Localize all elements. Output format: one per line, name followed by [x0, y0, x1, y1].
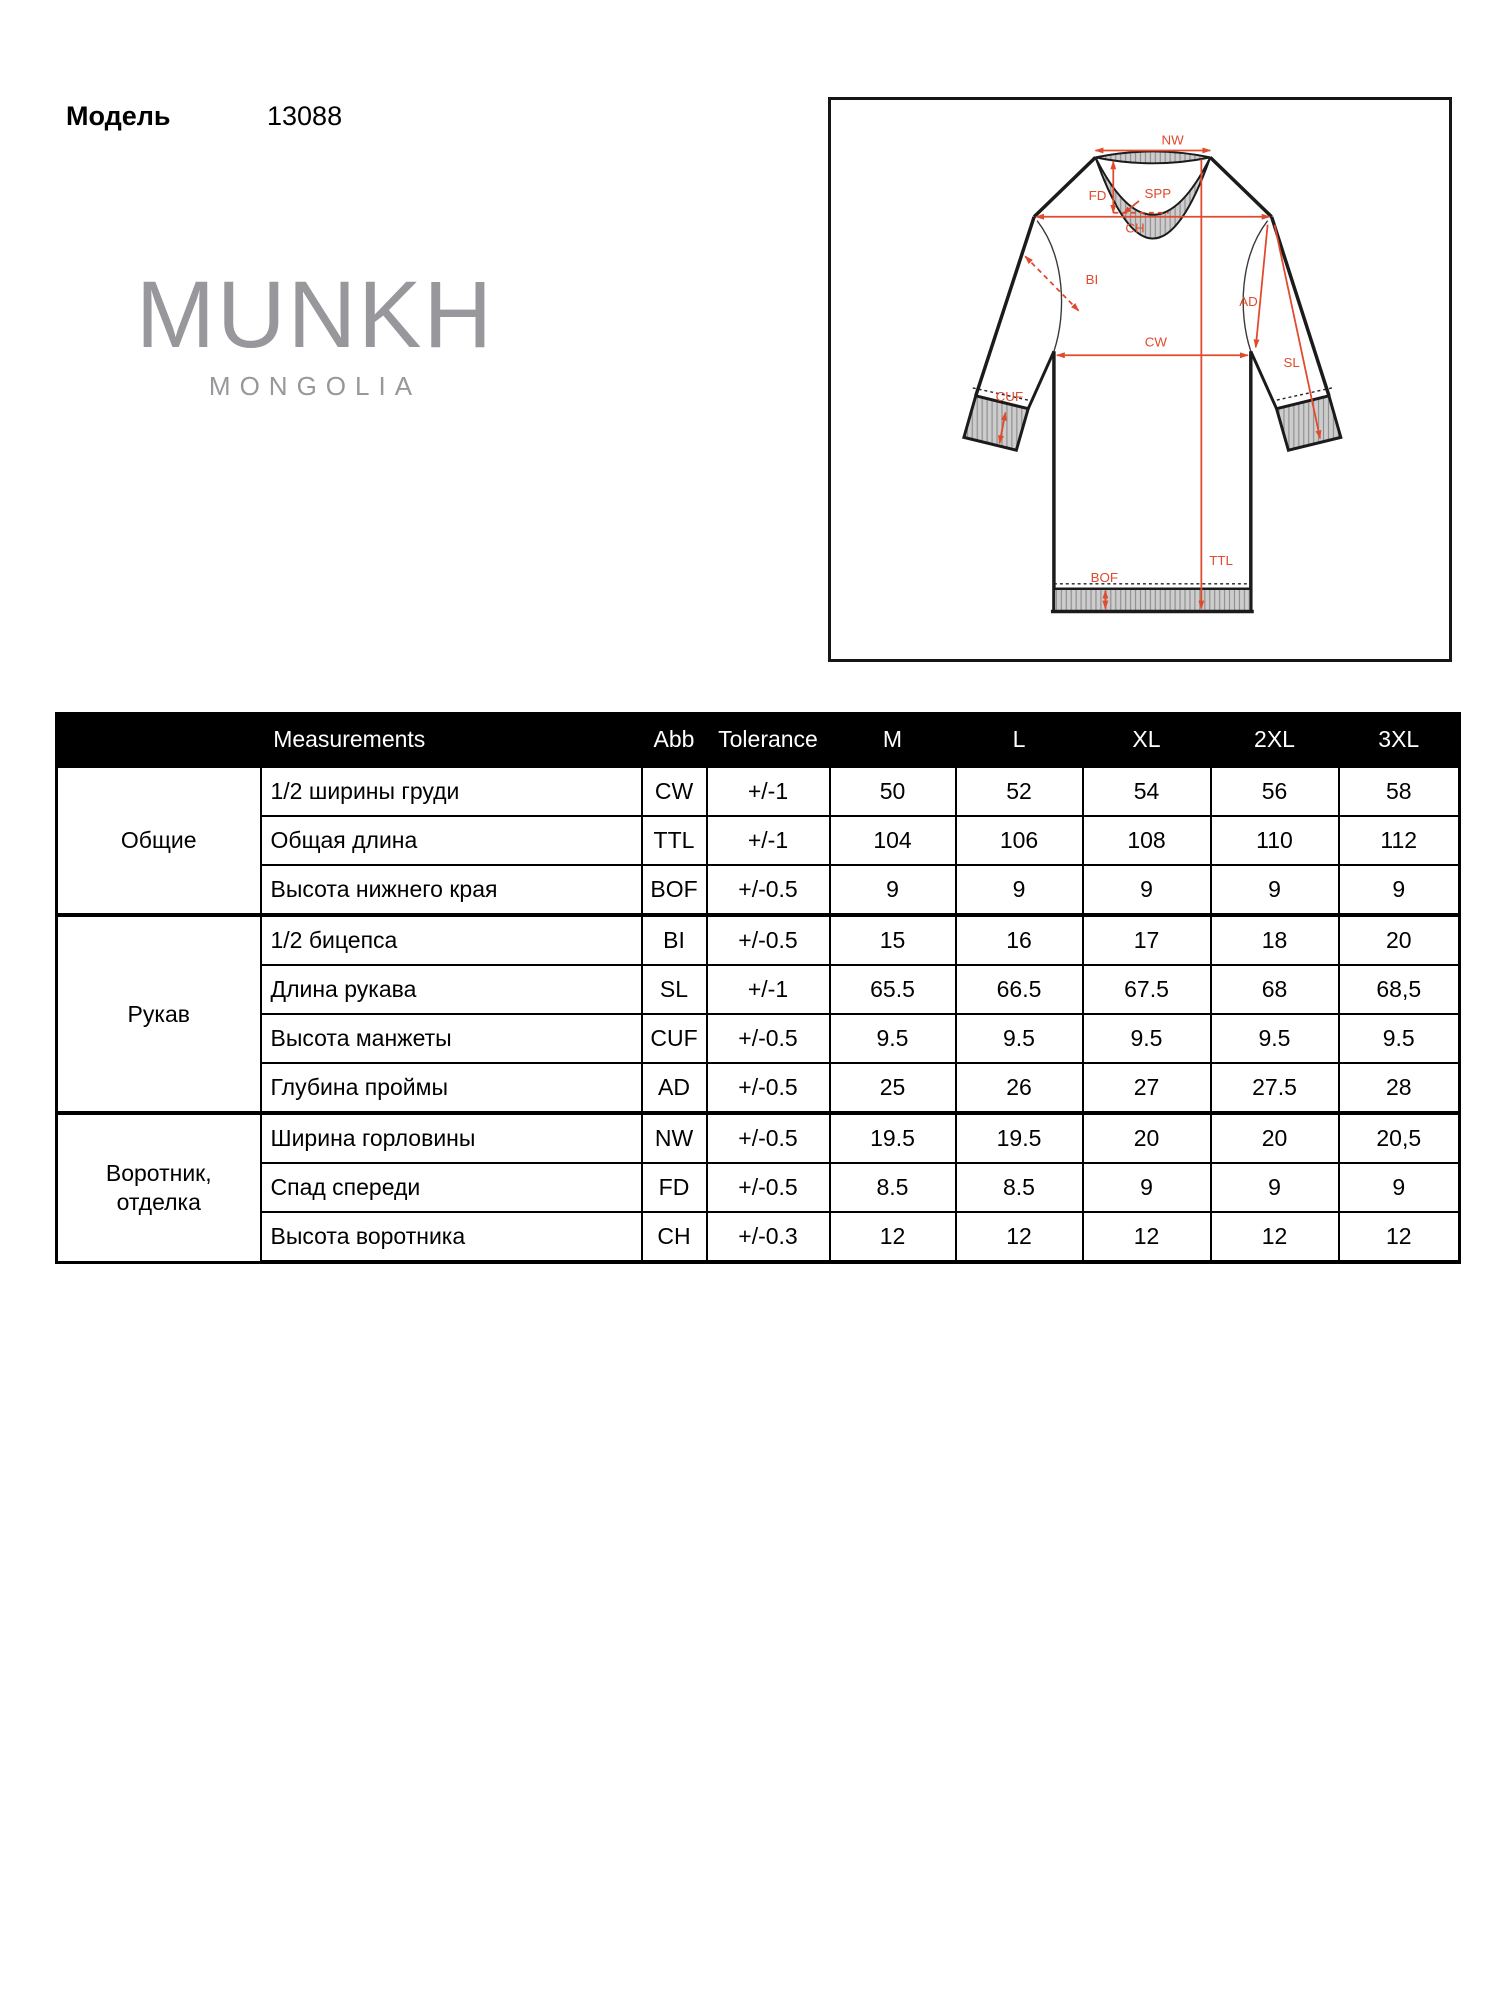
size-value-3XL: 20,5 — [1339, 1113, 1460, 1163]
measurement-name: Общая длина — [261, 816, 642, 865]
model-label: Модель — [66, 101, 171, 131]
tolerance: +/-0.5 — [707, 865, 830, 915]
size-value-2XL: 9.5 — [1211, 1014, 1339, 1063]
table-row — [57, 965, 1460, 1014]
right-armhole-seam — [1243, 221, 1267, 352]
size-value-2XL: 20 — [1211, 1113, 1339, 1163]
hem-rib — [1054, 589, 1251, 612]
tolerance: +/-1 — [707, 965, 830, 1014]
size-value-2XL: 27.5 — [1211, 1063, 1339, 1113]
measurement-name: 1/2 ширины груди — [261, 766, 642, 816]
bof-label: BOF — [1090, 569, 1119, 585]
abbreviation: CW — [642, 766, 707, 816]
measurement-name: 1/2 бицепса — [261, 915, 642, 965]
abbreviation: BOF — [642, 865, 707, 915]
size-value-3XL: 9 — [1339, 865, 1460, 915]
size-value-L: 19.5 — [956, 1113, 1083, 1163]
right-cuff-rib — [1277, 396, 1341, 450]
size-value-3XL: 68,5 — [1339, 965, 1460, 1014]
garment-drawing-frame — [828, 97, 1452, 662]
size-value-M: 9.5 — [830, 1014, 956, 1063]
size-value-L: 12 — [956, 1212, 1083, 1262]
table-row — [57, 865, 1460, 915]
size-value-M: 12 — [830, 1212, 956, 1262]
col-header-measurements: Measurements — [57, 714, 642, 767]
nw-label: NW — [1161, 132, 1184, 148]
size-value-XL: 9.5 — [1083, 1014, 1211, 1063]
size-value-XL: 12 — [1083, 1212, 1211, 1262]
size-value-L: 66.5 — [956, 965, 1083, 1014]
spp-label: SPP — [1144, 185, 1172, 201]
tolerance: +/-0.5 — [707, 1163, 830, 1212]
size-value-L: 106 — [956, 816, 1083, 865]
cw-label: CW — [1144, 334, 1167, 350]
size-value-XL: 9 — [1083, 865, 1211, 915]
left-sleeve-outer — [976, 217, 1034, 396]
size-value-XL: 67.5 — [1083, 965, 1211, 1014]
group-label: Воротник, отделка — [57, 1113, 261, 1262]
measurement-name: Высота воротника — [261, 1212, 642, 1262]
right-shoulder-line — [1210, 157, 1271, 216]
abbreviation: CUF — [642, 1014, 707, 1063]
ad-line — [1256, 225, 1268, 348]
size-value-XL: 27 — [1083, 1063, 1211, 1113]
size-value-3XL: 28 — [1339, 1063, 1460, 1113]
tolerance: +/-0.5 — [707, 1063, 830, 1113]
table-row — [57, 1113, 1460, 1163]
ttl-label: TTL — [1209, 553, 1233, 569]
tolerance: +/-0.5 — [707, 1014, 830, 1063]
tolerance: +/-1 — [707, 816, 830, 865]
size-value-L: 8.5 — [956, 1163, 1083, 1212]
abbreviation: FD — [642, 1163, 707, 1212]
size-value-2XL: 12 — [1211, 1212, 1339, 1262]
size-value-M: 65.5 — [830, 965, 956, 1014]
col-header-3xl: 3XL — [1339, 714, 1460, 767]
measurement-name: Спад спереди — [261, 1163, 642, 1212]
size-value-M: 15 — [830, 915, 956, 965]
abbreviation: AD — [642, 1063, 707, 1113]
tolerance: +/-0.5 — [707, 915, 830, 965]
size-value-L: 9 — [956, 865, 1083, 915]
size-value-2XL: 110 — [1211, 816, 1339, 865]
abbreviation: TTL — [642, 816, 707, 865]
table-row — [57, 1212, 1460, 1262]
ad-label: AD — [1239, 293, 1258, 309]
bi-arrow — [1025, 256, 1078, 310]
col-header-tolerance: Tolerance — [707, 714, 830, 767]
abbreviation: BI — [642, 915, 707, 965]
size-value-XL: 9 — [1083, 1163, 1211, 1212]
size-value-2XL: 9 — [1211, 865, 1339, 915]
size-value-L: 16 — [956, 915, 1083, 965]
size-value-3XL: 112 — [1339, 816, 1460, 865]
garment-outline — [964, 151, 1341, 611]
size-value-M: 50 — [830, 766, 956, 816]
model-number: 13088 — [267, 101, 343, 131]
size-value-XL: 17 — [1083, 915, 1211, 965]
measurement-name: Высота манжеты — [261, 1014, 642, 1063]
size-value-3XL: 20 — [1339, 915, 1460, 965]
size-value-M: 25 — [830, 1063, 956, 1113]
col-header-l: L — [956, 714, 1083, 767]
table-row — [57, 1014, 1460, 1063]
size-table — [55, 712, 1461, 1264]
abbreviation: SL — [642, 965, 707, 1014]
abbreviation: CH — [642, 1212, 707, 1262]
size-value-3XL: 58 — [1339, 766, 1460, 816]
size-value-3XL: 12 — [1339, 1212, 1460, 1262]
size-value-3XL: 9 — [1339, 1163, 1460, 1212]
size-value-2XL: 68 — [1211, 965, 1339, 1014]
table-row — [57, 1163, 1460, 1212]
measurement-name: Ширина горловины — [261, 1113, 642, 1163]
table-header-row — [57, 714, 1460, 767]
left-armhole-seam — [1037, 221, 1061, 352]
bi-label: BI — [1085, 272, 1099, 288]
cuf-label: CUF — [995, 388, 1024, 404]
fd-label: FD — [1088, 187, 1107, 203]
size-value-M: 9 — [830, 865, 956, 915]
table-row — [57, 766, 1460, 816]
size-value-L: 9.5 — [956, 1014, 1083, 1063]
abbreviation: NW — [642, 1113, 707, 1163]
measurement-name: Длина рукава — [261, 965, 642, 1014]
right-sleeve-inner — [1251, 351, 1277, 408]
brand-name: MUNKH — [135, 262, 495, 368]
size-table-body — [57, 766, 1460, 1262]
garment-drawing — [831, 100, 1449, 659]
measurement-name: Высота нижнего края — [261, 865, 642, 915]
size-value-M: 8.5 — [830, 1163, 956, 1212]
size-value-2XL: 18 — [1211, 915, 1339, 965]
tolerance: +/-1 — [707, 766, 830, 816]
col-header-2xl: 2XL — [1211, 714, 1339, 767]
tolerance: +/-0.5 — [707, 1113, 830, 1163]
size-value-2XL: 9 — [1211, 1163, 1339, 1212]
brand-logo — [95, 262, 535, 402]
size-value-3XL: 9.5 — [1339, 1014, 1460, 1063]
size-value-XL: 20 — [1083, 1113, 1211, 1163]
size-value-M: 104 — [830, 816, 956, 865]
brand-subtitle: MONGOLIA — [208, 371, 422, 401]
right-sleeve-outer — [1272, 217, 1329, 396]
left-shoulder-line — [1034, 157, 1095, 216]
group-label: Общие — [57, 766, 261, 915]
tolerance: +/-0.3 — [707, 1212, 830, 1262]
size-value-2XL: 56 — [1211, 766, 1339, 816]
size-value-XL: 108 — [1083, 816, 1211, 865]
left-sleeve-inner — [1028, 351, 1054, 408]
table-row — [57, 1063, 1460, 1113]
ch-label: CH — [1125, 220, 1145, 236]
sl-label: SL — [1283, 355, 1300, 371]
col-header-m: M — [830, 714, 956, 767]
size-value-M: 19.5 — [830, 1113, 956, 1163]
size-value-L: 52 — [956, 766, 1083, 816]
group-label: Рукав — [57, 915, 261, 1113]
left-cuff-rib — [964, 396, 1028, 450]
table-row — [57, 915, 1460, 965]
size-value-L: 26 — [956, 1063, 1083, 1113]
col-header-abb: Abb — [642, 714, 707, 767]
table-row — [57, 816, 1460, 865]
size-value-XL: 54 — [1083, 766, 1211, 816]
col-header-xl: XL — [1083, 714, 1211, 767]
measurement-name: Глубина проймы — [261, 1063, 642, 1113]
